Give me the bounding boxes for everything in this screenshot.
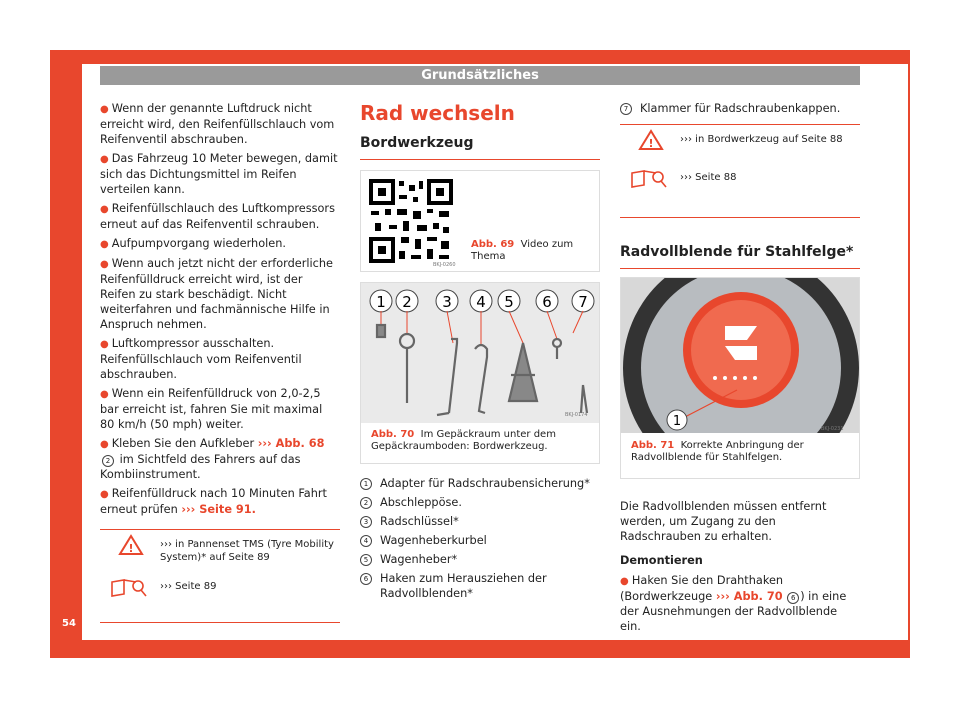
column-middle [360,101,600,605]
figure-caption: Abb. 71 Korrekte Anbringung der Radvollblende für Stahlfelgen. [631,440,804,463]
qr-code[interactable] [361,171,461,271]
figure-caption: Abb. 70 Im Gepäckraum unter dem Gepäckraumboden: Bordwerkzeug. [371,429,556,452]
bullet-item: ● Luftkompressor ausschalten. Reifenfüllschlauch vom Reifenventil abschrauben. [100,337,302,381]
tool-number: 6 [542,293,552,311]
warning-box [100,529,340,623]
figure-caption: Abb. 69 Video zum Thema [471,239,574,262]
bullet-item: ● Wenn der genannte Luftdruck nicht erreicht wird, den Reifenfüllschlauch vom Reifenventil abschrauben. [100,102,335,146]
link-abb70[interactable]: ››› Abb. 70 [715,590,783,603]
list-item: 3 Radschlüssel* [360,514,600,529]
warning-text[interactable]: ››› in Bordwerkzeug auf Seite 88 [680,134,843,145]
bullet-item: ● Reifenfüllschlauch des Luftkompressors erneut auf das Reifenventil schrauben. [100,202,335,231]
warning-icon [638,129,664,151]
figure-wheel [620,277,860,479]
subheading: Demontieren [620,554,703,567]
list-item: 2 Abschleppöse. [360,495,600,510]
warning-icon [118,534,144,556]
figure-tools [360,282,600,464]
list-item: 1 Adapter für Radschraubensicherung* [360,476,600,491]
link-abb68[interactable]: ››› Abb. 68 [257,437,325,450]
figure-code: BKJ-0174 [565,412,588,418]
page-number: 54 [62,618,76,629]
book-icon [630,167,668,189]
book-icon [110,576,148,598]
warning-box [620,124,860,218]
info-text[interactable]: ››› Seite 89 [160,581,217,592]
paragraph: Die Radvollblenden müssen entfernt werden, um Zugang zu den Radschrauben zu erhalten. [620,500,827,543]
bullet-item: ● Das Fahrzeug 10 Meter bewegen, damit sich das Dichtungsmittel im Reifen verteilen kann. [100,152,338,196]
bullet-item: ● Wenn auch jetzt nicht der erforderliche Reifenfülldruck erreicht wird, ist der Reifen zu stark beschädigt. Nicht weiterfahren und fachmännische Hilfe in Anspruch nehmen. [100,257,333,331]
section-title: Rad wechseln [360,101,515,125]
tool-number: 2 [402,293,412,311]
bullet-check: ● Reifenfülldruck nach 10 Minuten Fahrt erneut prüfen ››› Seite 91. [100,487,327,516]
figure-code: BKJ-0260 [433,262,456,268]
tool-list [360,476,600,601]
tool-number: 7 [578,293,588,311]
link-page-91[interactable]: ››› Seite 91. [181,503,256,516]
bullet-sticker: ● Kleben Sie den Aufkleber ››› Abb. 68 2 im Sichtfeld des Fahrers auf das Kombiinstrument. [100,437,325,481]
warning-text[interactable]: ››› in Pannenset TMS (Tyre Mobility System)* auf Seite 89 [160,539,334,563]
tools-illustration [361,283,599,423]
figure-video [360,170,600,272]
info-text[interactable]: ››› Seite 88 [680,172,737,183]
ref-number: 2 [102,455,114,467]
subsection-title: Radvollblende für Stahlfelge* [620,244,854,260]
list-item: 4 Wagenheberkurbel [360,533,600,548]
bullet-item: ● Aufpumpvorgang wiederholen. [100,237,286,250]
tool-number: 5 [504,293,514,311]
section-header: Grundsätzliches [100,66,860,85]
list-item: 7 Klammer für Radschraubenkappen. [620,101,860,116]
svg-text:!: ! [648,137,654,150]
bullet-item: ● Wenn ein Reifenfülldruck von 2,0-2,5 bar erreicht ist, fahren Sie mit maximal 80 km/h (50 mph) weiter. [100,387,323,431]
wheel-illustration [621,278,859,433]
list-item: 5 Wagenheber* [360,552,600,567]
tool-number: 3 [442,293,452,311]
tool-number: 1 [376,293,386,311]
callout-number: 1 [672,414,682,429]
svg-text:!: ! [128,542,134,555]
subsection-title: Bordwerkzeug [360,135,474,151]
tool-number: 4 [476,293,486,311]
bullet-last: ● Haken Sie den Drahthaken (Bordwerkzeuge ››› Abb. 70 6 ) in eine der Ausnehmungen der Radvollblende ein. [620,574,847,633]
list-item: 6 Haken zum Herausziehen der Radvollblenden* [360,571,600,601]
column-right [620,101,860,634]
column-left [100,101,340,623]
figure-code: BKJ-0231 [821,426,844,432]
